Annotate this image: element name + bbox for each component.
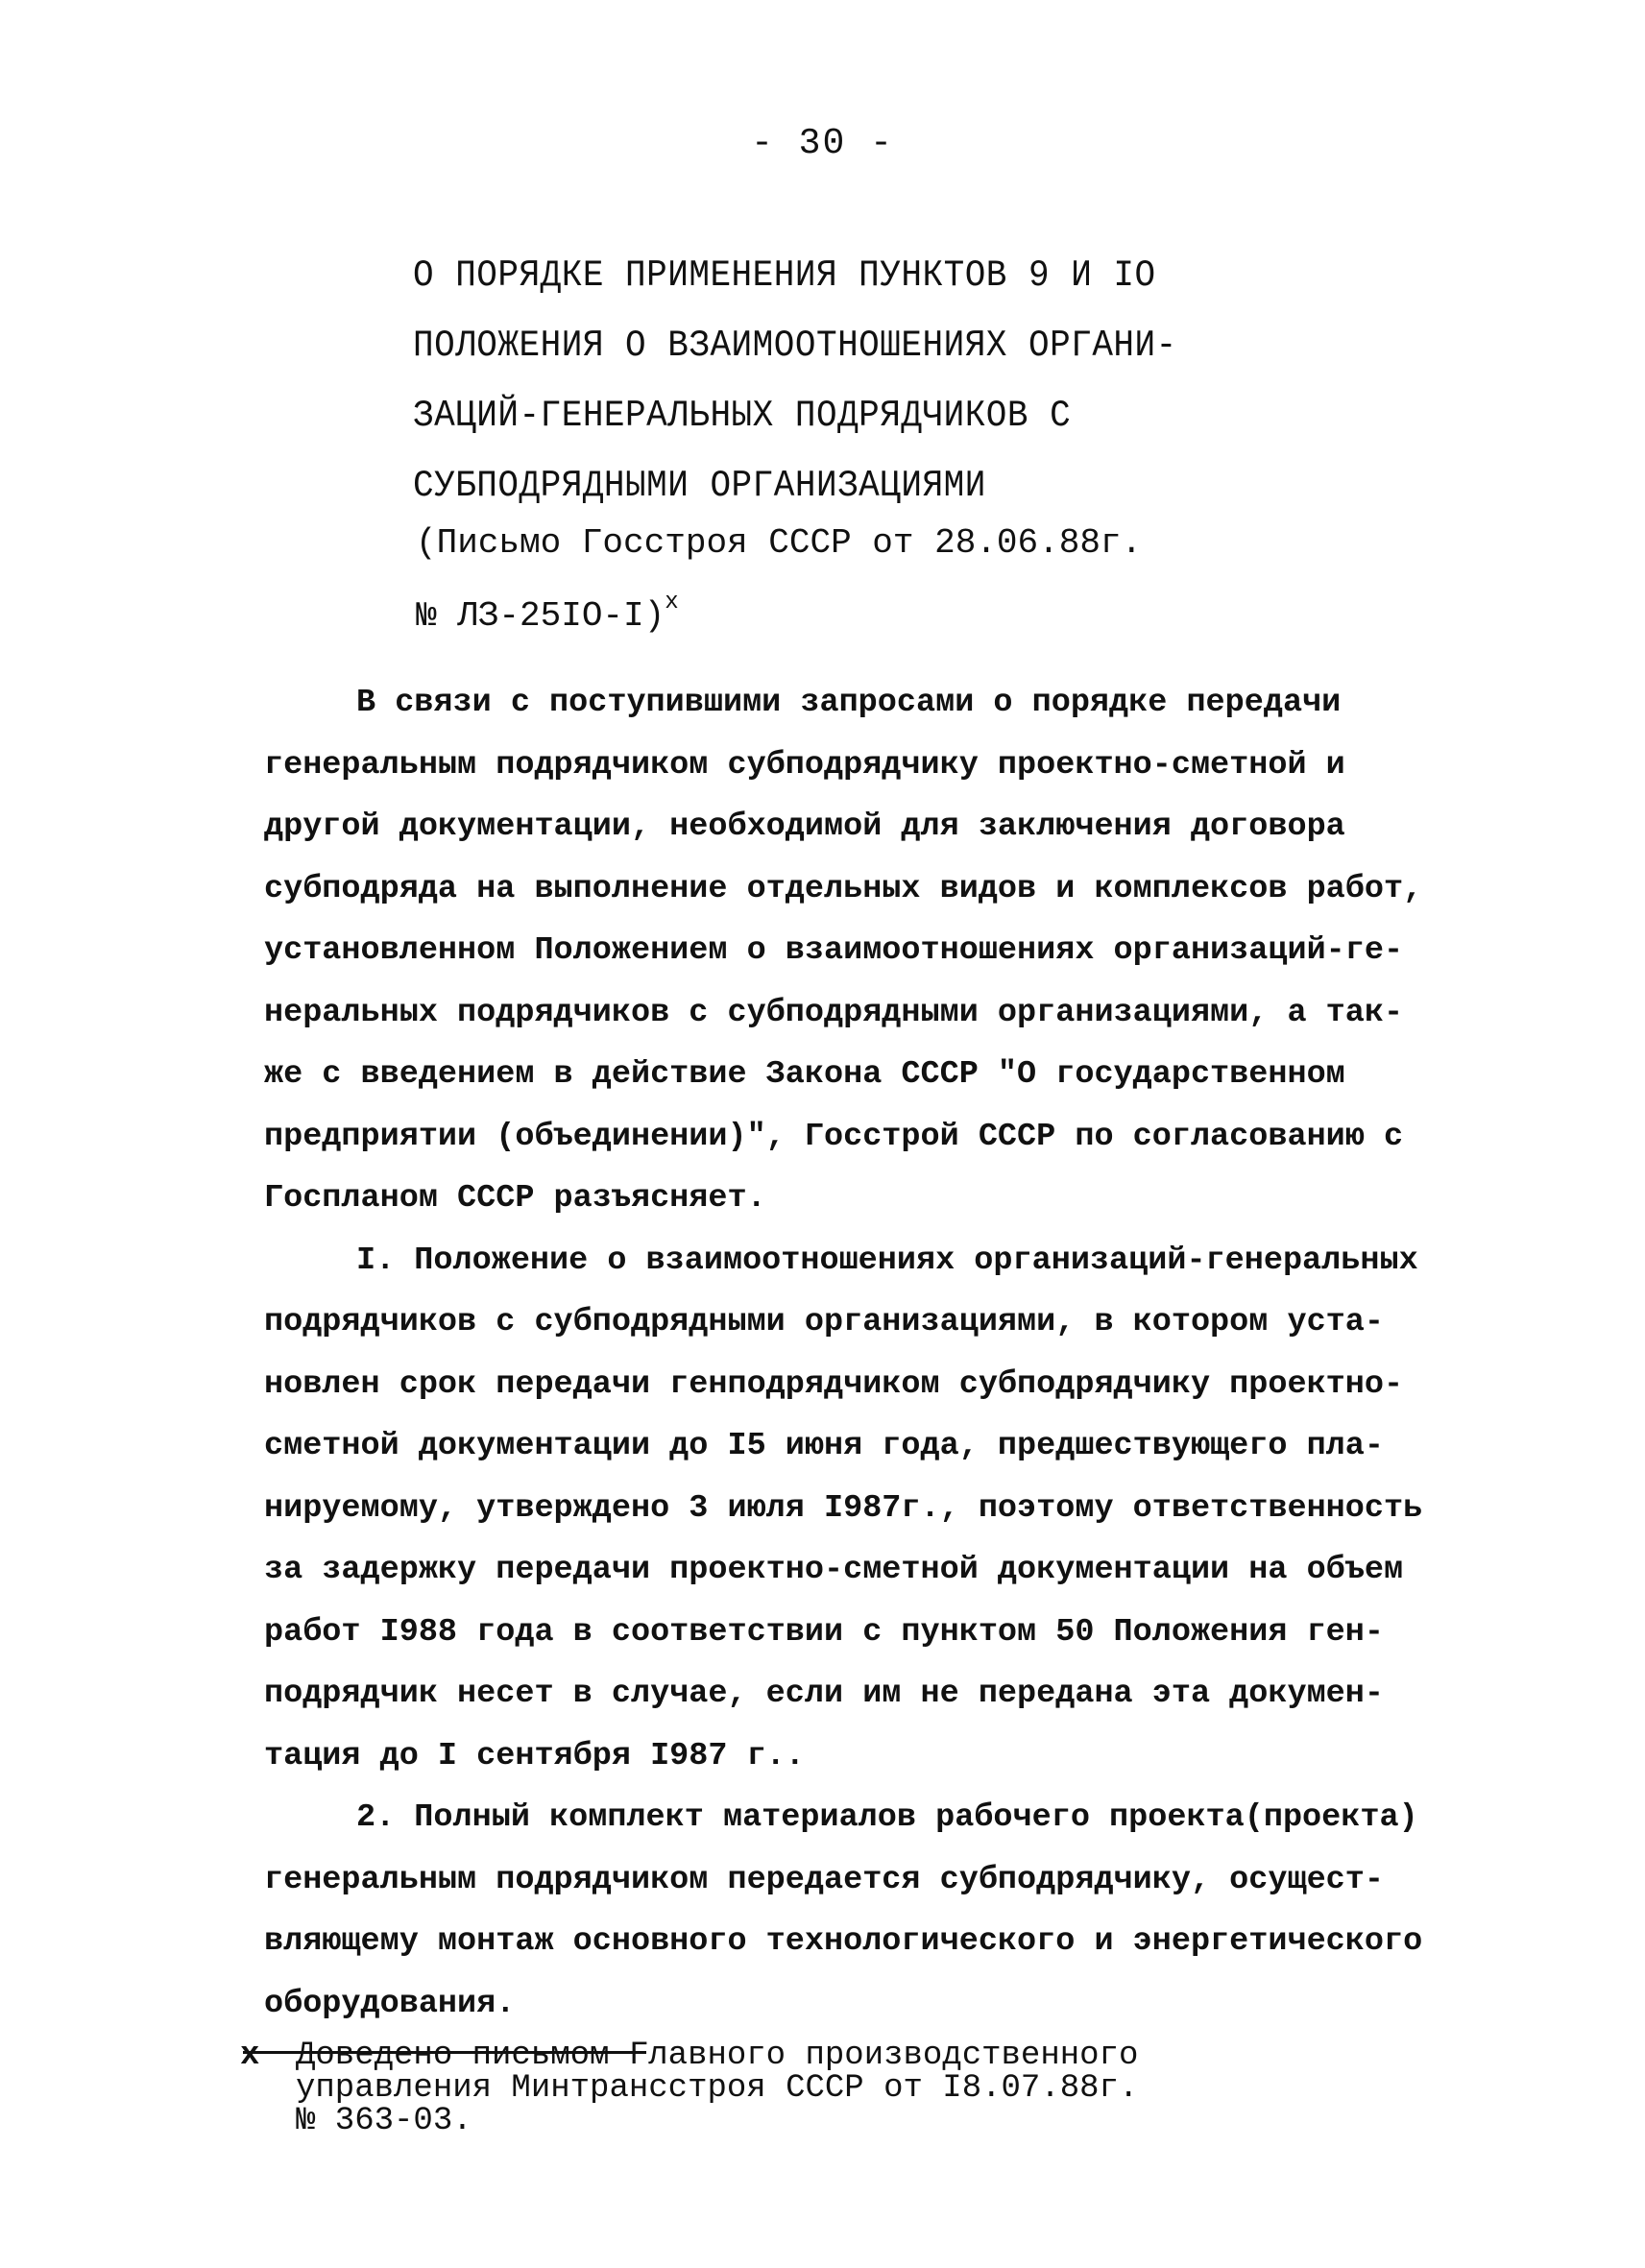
body-line: новлен срок передачи генподрядчиком субподрядчику проектно- xyxy=(264,1365,1404,1403)
title-line: ПОЛОЖЕНИЯ О ВЗАИМООТНОШЕНИЯХ ОРГАНИ- xyxy=(413,324,1177,367)
body-line: установленном Положением о взаимоотношениях организаций-ге- xyxy=(264,932,1404,969)
document-title xyxy=(413,240,1277,520)
footnote xyxy=(240,2039,1392,2137)
footnote-line: № 363-03. xyxy=(296,2103,472,2139)
body-line: другой документации, необходимой для заключения договора xyxy=(264,808,1345,845)
body-line: вляющему монтаж основного технологического и энергетического xyxy=(264,1923,1423,1960)
title-line: ЗАЦИЙ-ГЕНЕРАЛЬНЫХ ПОДРЯДЧИКОВ С xyxy=(413,394,1072,437)
letter-number: № ЛЗ-25IO-I) xyxy=(416,596,665,636)
body-line: неральных подрядчиков с субподрядными организациями, а так- xyxy=(264,994,1404,1031)
footnote-line: управления Минтрансстроя СССР от I8.07.88г. xyxy=(296,2070,1139,2107)
body-line: В связи с поступившими запросами о порядке передачи xyxy=(356,685,1342,721)
title-line: СУБПОДРЯДНЫМИ ОРГАНИЗАЦИЯМИ xyxy=(413,464,986,507)
letter-reference-line: (Письмо Госстроя СССР от 28.06.88г. xyxy=(416,523,1143,563)
body-line: субподряда на выполнение отдельных видов и комплексов работ, xyxy=(264,870,1423,907)
body-line: работ I988 года в соответствии с пунктом 50 Положения ген- xyxy=(264,1613,1384,1651)
body-line: сметной документации до I5 июня года, предшествующего пла- xyxy=(264,1428,1384,1464)
body-line: 2. Полный комплект материалов рабочего проекта(проекта) xyxy=(356,1799,1418,1836)
body-line: генеральным подрядчиком субподрядчику проектно-сметной и xyxy=(264,746,1345,784)
body-line: I. Положение о взаимоотношениях организаций-генеральных xyxy=(356,1242,1418,1279)
title-line: О ПОРЯДКЕ ПРИМЕНЕНИЯ ПУНКТОВ 9 И IO xyxy=(413,253,1156,297)
body-line: оборудования. xyxy=(264,1985,516,2022)
letter-reference xyxy=(416,507,1280,653)
footnote-mark: x xyxy=(240,2038,260,2074)
body-line: нируемому, утверждено 3 июля I987г., поэтому ответственность xyxy=(264,1489,1423,1527)
body-line: подрядчик несет в случае, если им не передана эта докумен- xyxy=(264,1676,1384,1712)
letter-reference-line xyxy=(416,580,1280,653)
footnote-reference-mark: x xyxy=(665,590,679,615)
body-line: же с введением в действие Закона СССР "О государственном xyxy=(264,1056,1345,1093)
page-number: - 30 - xyxy=(751,123,894,164)
body-text xyxy=(264,672,1423,2035)
body-line: тация до I сентября I987 г.. xyxy=(264,1737,805,1774)
body-line: за задержку передачи проектно-сметной документации на объем xyxy=(264,1552,1404,1588)
footnote-text: Доведено письмом Главного производственного xyxy=(296,2038,1139,2074)
body-line: Госпланом СССР разъясняет. xyxy=(264,1180,766,1217)
body-line: генеральным подрядчиком передается субподрядчику, осущест- xyxy=(264,1861,1384,1898)
body-line: предприятии (объединении)", Госстрой СССР по согласованию с xyxy=(264,1118,1404,1155)
footnote-line xyxy=(240,2039,1392,2072)
body-line: подрядчиков с субподрядными организациями, в котором уста- xyxy=(264,1304,1384,1340)
